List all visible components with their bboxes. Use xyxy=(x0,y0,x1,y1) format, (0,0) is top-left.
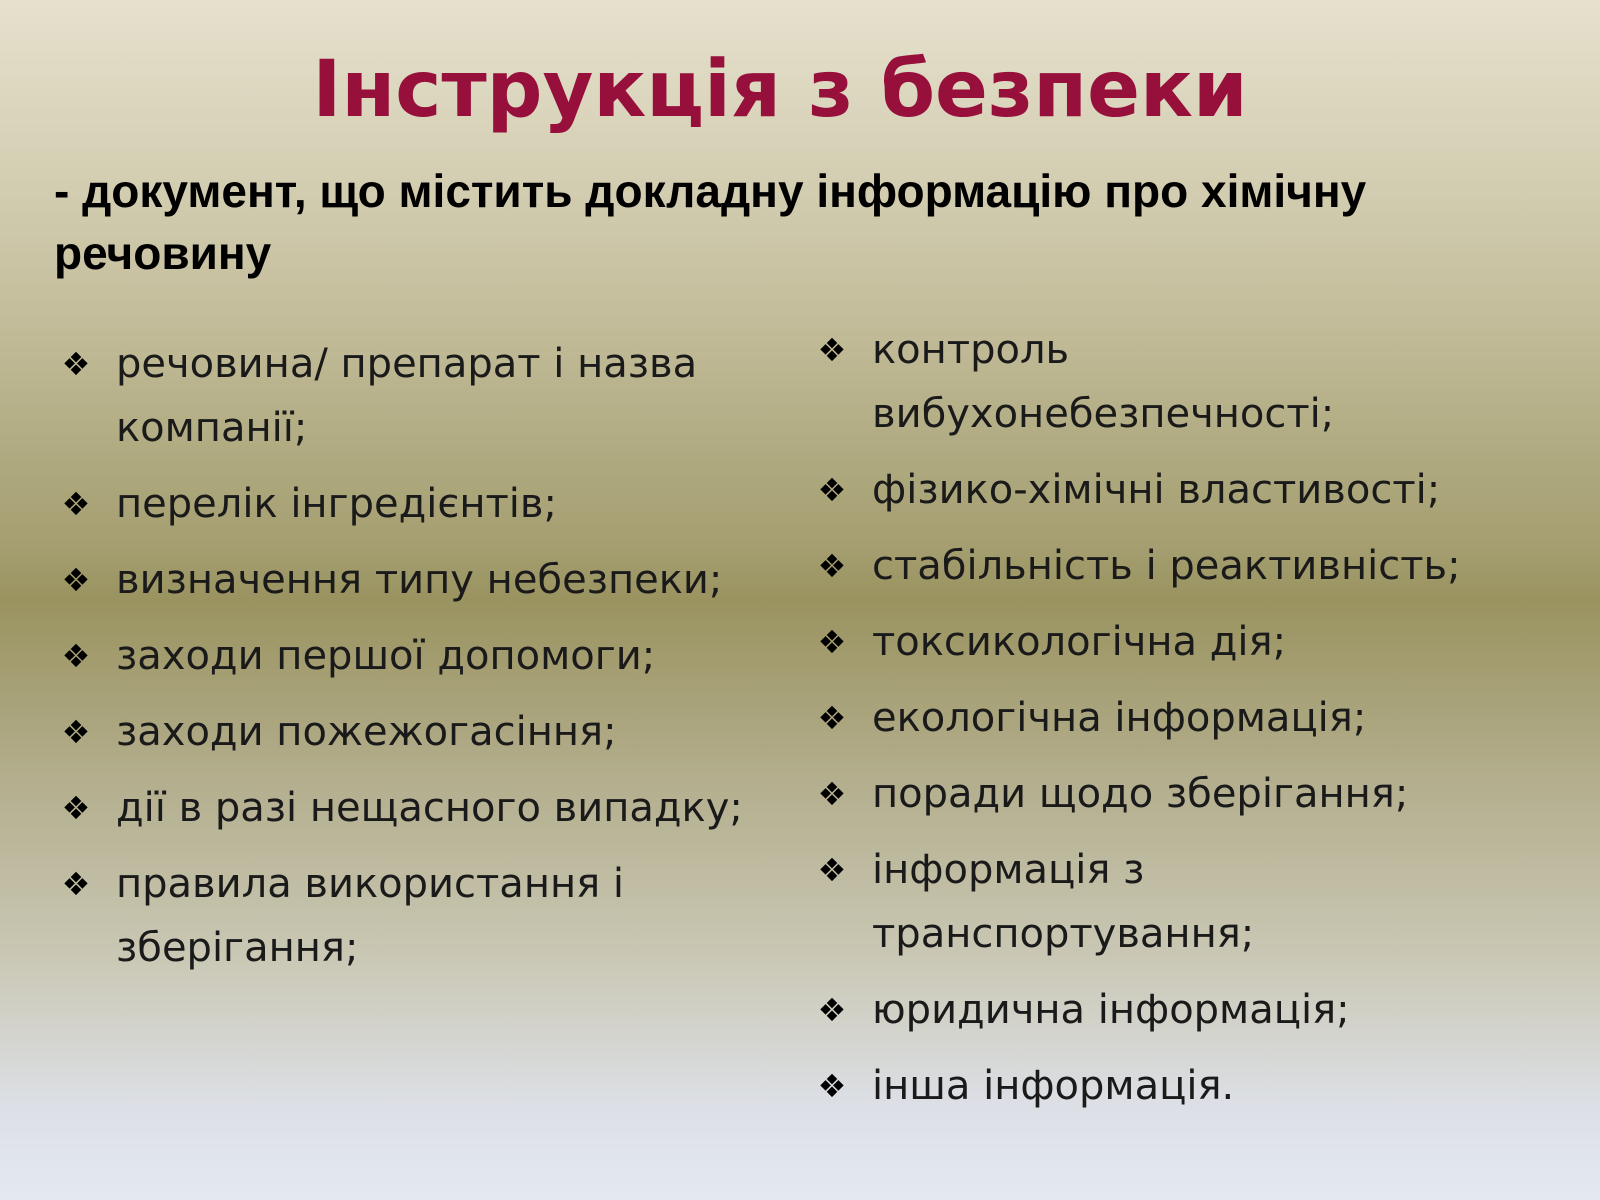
list-item xyxy=(56,852,816,980)
list-item xyxy=(812,762,1512,826)
four-diamond-bullet-icon: ❖ xyxy=(61,865,91,903)
four-diamond-bullet-icon: ❖ xyxy=(817,851,847,889)
list-item xyxy=(56,776,816,840)
list-item xyxy=(812,610,1512,674)
list-item-text: юридична інформація; xyxy=(872,987,1350,1033)
four-diamond-bullet-icon: ❖ xyxy=(817,699,847,737)
list-item xyxy=(56,624,816,688)
four-diamond-bullet-icon: ❖ xyxy=(817,775,847,813)
list-item xyxy=(812,1054,1512,1118)
list-item-text: заходи першої допомоги; xyxy=(116,633,656,679)
right-bullet-list xyxy=(812,318,1512,1130)
list-item-text: перелік інгредієнтів; xyxy=(116,481,557,527)
four-diamond-bullet-icon: ❖ xyxy=(817,623,847,661)
list-item xyxy=(812,534,1512,598)
list-item xyxy=(56,472,816,536)
four-diamond-bullet-icon: ❖ xyxy=(61,485,91,523)
list-item-text: фізико-хімічні властивості; xyxy=(872,467,1441,513)
four-diamond-bullet-icon: ❖ xyxy=(817,1067,847,1105)
four-diamond-bullet-icon: ❖ xyxy=(817,991,847,1029)
list-item xyxy=(56,548,816,612)
four-diamond-bullet-icon: ❖ xyxy=(61,561,91,599)
list-item-text: правила використання і зберігання; xyxy=(116,861,625,971)
list-item xyxy=(812,458,1512,522)
list-item xyxy=(812,978,1512,1042)
four-diamond-bullet-icon: ❖ xyxy=(61,789,91,827)
list-item-text: дії в разі нещасного випадку; xyxy=(116,785,743,831)
list-item-text: визначення типу небезпеки; xyxy=(116,557,723,603)
list-item-text: стабільність і реактивність; xyxy=(872,543,1461,589)
list-item-text: поради щодо зберігання; xyxy=(872,771,1409,817)
list-item-text: інформація з транспортування; xyxy=(872,847,1255,957)
four-diamond-bullet-icon: ❖ xyxy=(817,331,847,369)
list-item-text: екологічна інформація; xyxy=(872,695,1367,741)
definition-text: - документ, що містить докладну інформацію про хімічну речовину xyxy=(54,165,1367,279)
four-diamond-bullet-icon: ❖ xyxy=(817,547,847,585)
slide-title: Інструкція з безпеки xyxy=(312,45,1248,135)
list-item-text: речовина/ препарат і назва компанії; xyxy=(116,341,698,451)
list-item xyxy=(56,700,816,764)
left-bullet-list xyxy=(56,332,816,992)
list-item xyxy=(812,686,1512,750)
list-item-text: контроль вибухонебезпечності; xyxy=(872,327,1335,437)
four-diamond-bullet-icon: ❖ xyxy=(817,471,847,509)
list-item-text: заходи пожежогасіння; xyxy=(116,709,617,755)
list-item-text: токсикологічна дія; xyxy=(872,619,1287,665)
list-item xyxy=(812,318,1512,446)
list-item-text: інша інформація. xyxy=(872,1063,1235,1109)
list-item xyxy=(56,332,816,460)
four-diamond-bullet-icon: ❖ xyxy=(61,713,91,751)
four-diamond-bullet-icon: ❖ xyxy=(61,637,91,675)
four-diamond-bullet-icon: ❖ xyxy=(61,345,91,383)
list-item xyxy=(812,838,1512,966)
